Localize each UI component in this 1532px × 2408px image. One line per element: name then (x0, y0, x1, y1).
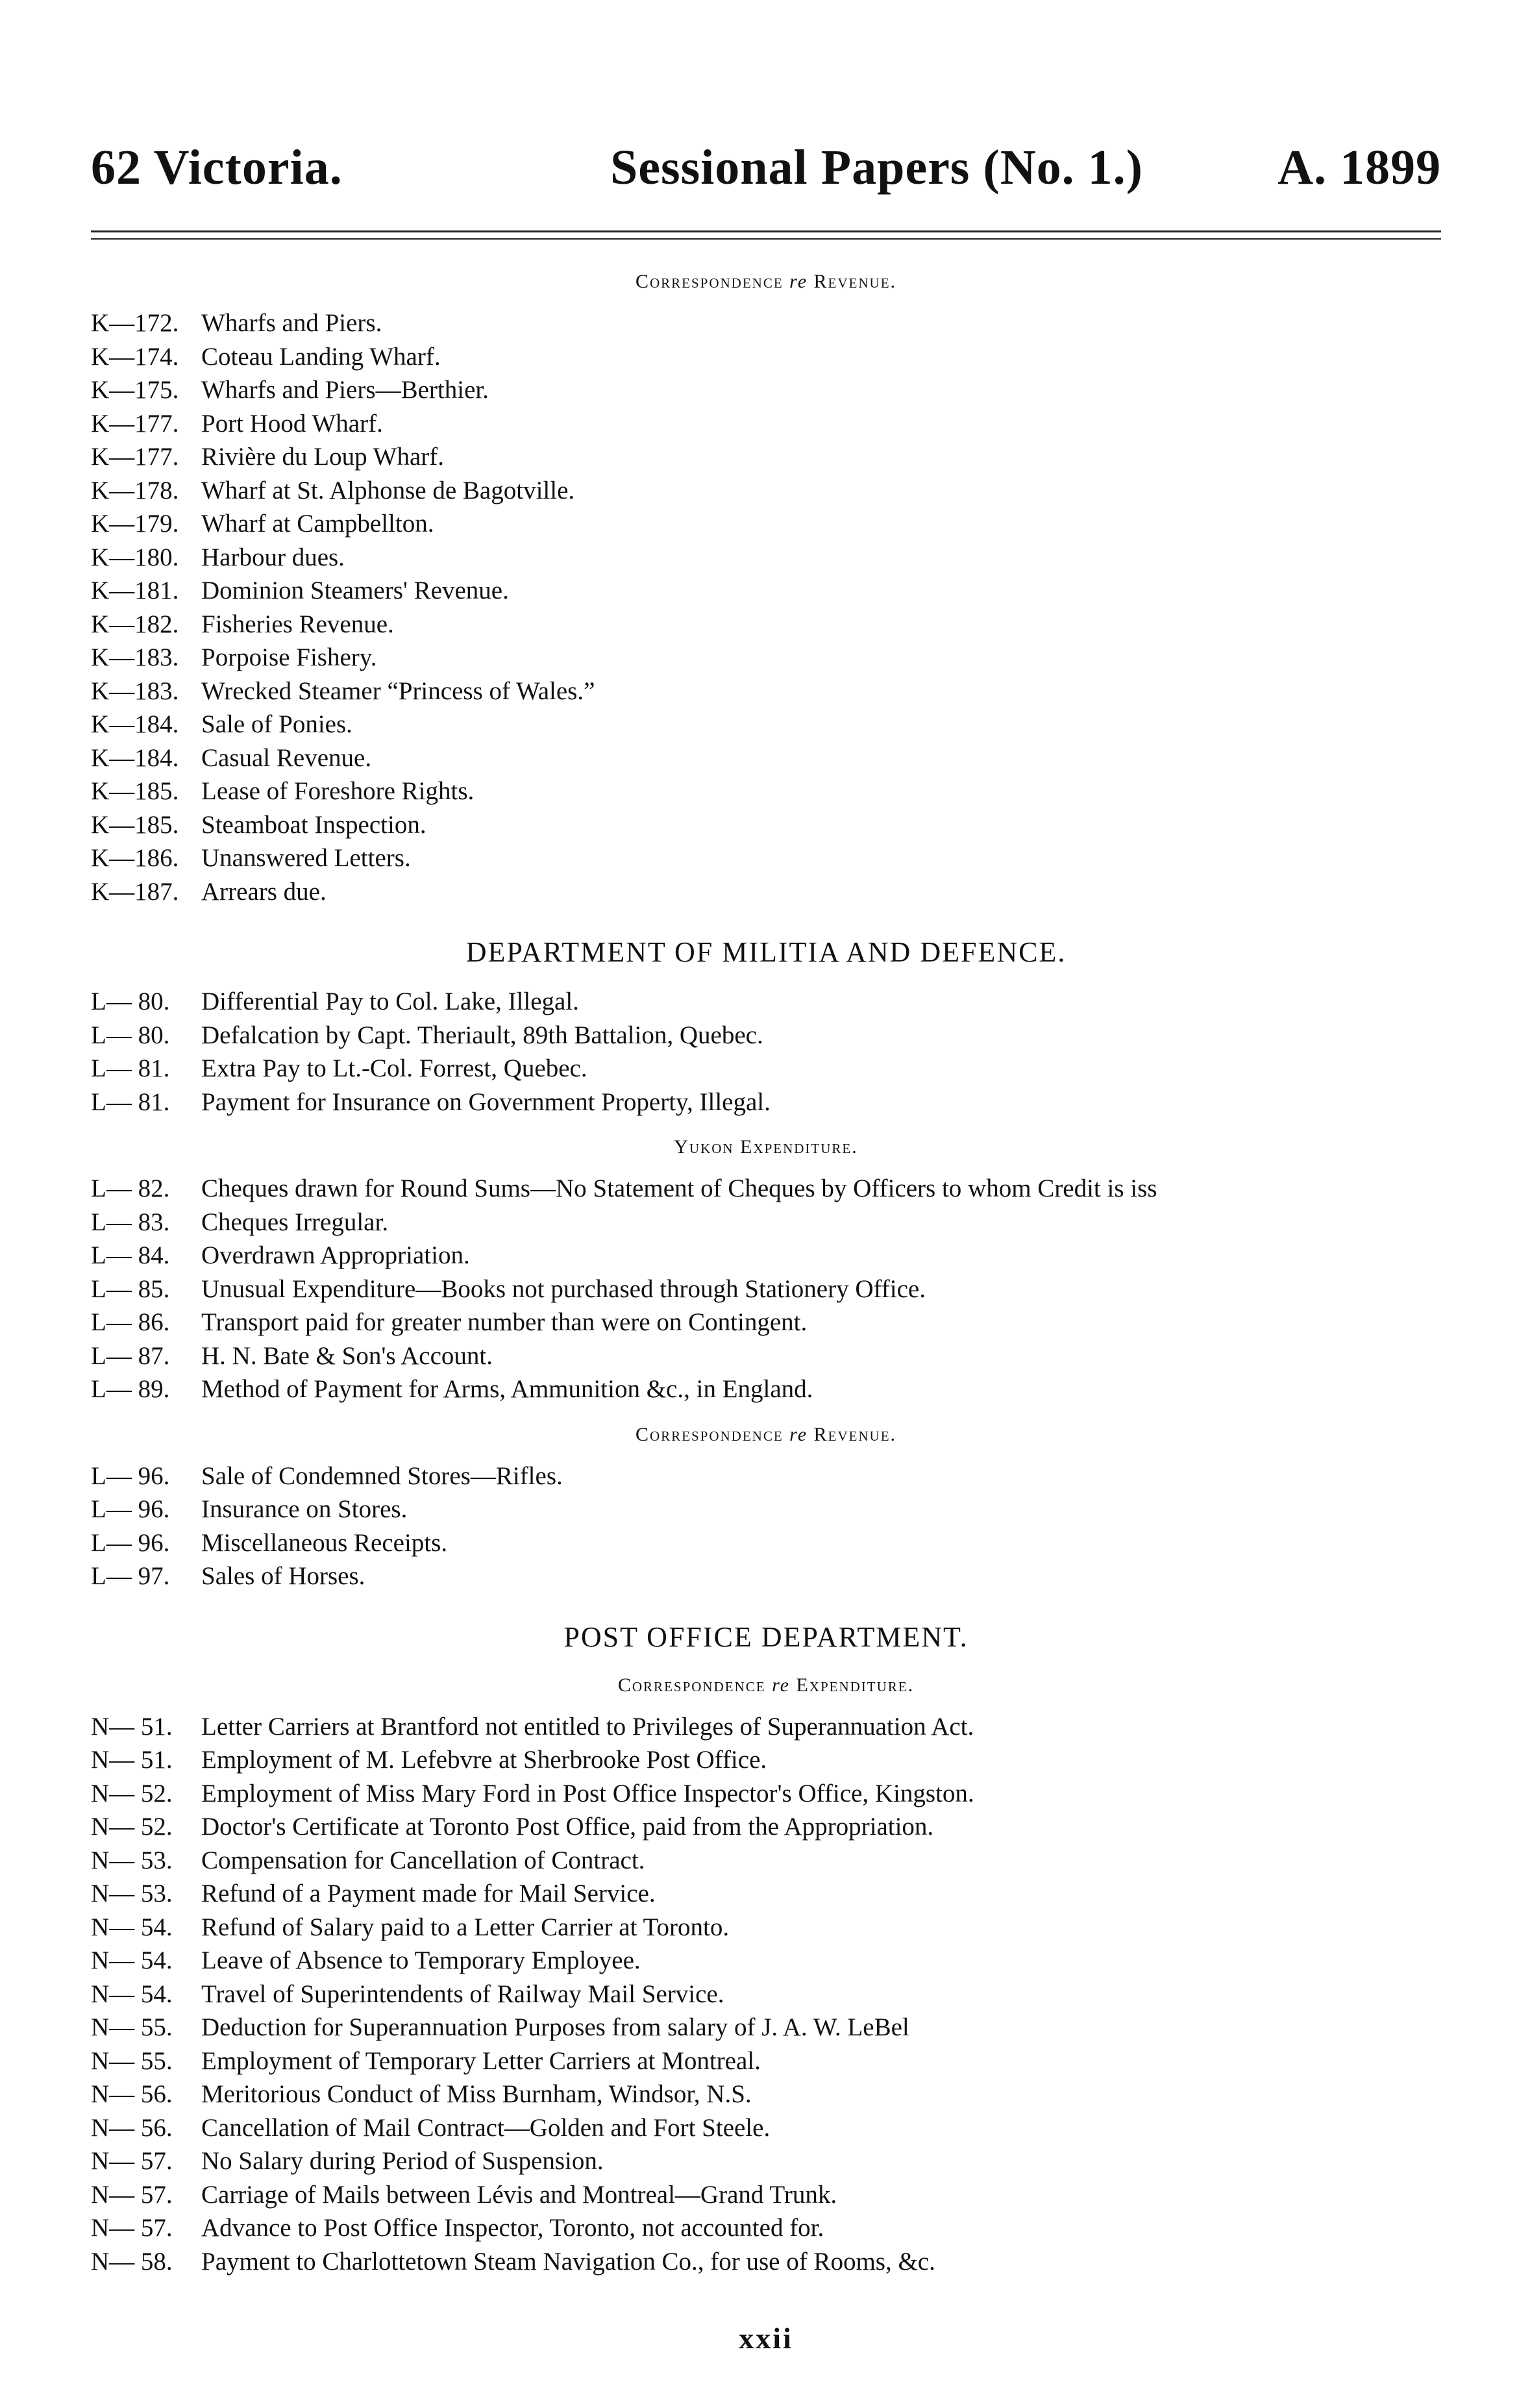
list-item (91, 1877, 1441, 1911)
item-code: L— 84. (91, 1241, 170, 1269)
list-item (91, 1239, 1441, 1272)
item-description: Porpoise Fishery. (201, 643, 377, 671)
department-heading: POST OFFICE DEPARTMENT. (563, 1620, 969, 1653)
item-description: Refund of a Payment made for Mail Service. (201, 1880, 656, 1907)
list-item (91, 641, 1441, 675)
list-item (91, 2211, 1441, 2245)
list-item (91, 808, 1441, 842)
subheading-part: re (789, 271, 808, 292)
list-item (91, 875, 1441, 909)
item-description: Advance to Post Office Inspector, Toronto, not accounted for. (201, 2214, 824, 2242)
list-item (91, 1710, 1441, 1744)
item-code: N— 57. (91, 2180, 173, 2209)
list-item (91, 440, 1441, 474)
subheading-part: Revenue. (808, 1423, 897, 1445)
item-description: Wharf at St. Alphonse de Bagotville. (201, 476, 575, 504)
item-description: Casual Revenue. (201, 743, 372, 772)
item-description: Defalcation by Capt. Theriault, 89th Battalion, Quebec. (201, 1021, 763, 1049)
item-description: Sale of Ponies. (201, 710, 352, 738)
item-description: Differential Pay to Col. Lake, Illegal. (201, 987, 579, 1015)
list-item (91, 1844, 1441, 1878)
item-description: Wharf at Campbellton. (201, 510, 434, 538)
item-code: N— 51. (91, 1746, 173, 1774)
list-item (91, 1206, 1441, 1239)
item-code: K—179. (91, 510, 179, 538)
item-description: Employment of Miss Mary Ford in Post Office Inspector's Office, Kingston. (201, 1779, 974, 1807)
list-item (91, 574, 1441, 608)
item-code: K—175. (91, 376, 179, 404)
item-code: L— 80. (91, 987, 170, 1015)
item-description: Cancellation of Mail Contract—Golden and Fort Steele. (201, 2113, 771, 2142)
item-code: N— 56. (91, 2080, 173, 2108)
item-description: Payment for Insurance on Government Property, Illegal. (201, 1087, 771, 1116)
item-description: Fisheries Revenue. (201, 610, 394, 638)
subheading-part: Expenditure. (789, 1674, 915, 1696)
item-description: Rivière du Loup Wharf. (201, 443, 445, 471)
item-description: Overdrawn Appropriation. (201, 1241, 470, 1269)
item-description: Lease of Foreshore Rights. (201, 777, 475, 805)
item-description: Payment to Charlottetown Steam Navigation Co., for use of Rooms, &c. (201, 2247, 935, 2276)
header-volume: 62 Victoria. (91, 140, 343, 195)
item-description: Transport paid for greater number than were on Contingent. (201, 1308, 808, 1336)
department-heading: DEPARTMENT OF MILITIA AND DEFENCE. (465, 936, 1067, 968)
section (91, 1619, 1441, 2279)
item-code: K—177. (91, 443, 179, 471)
section (91, 1419, 1441, 1593)
subheading-part: re (772, 1674, 790, 1696)
list-item (91, 775, 1441, 808)
item-code: K—174. (91, 342, 179, 371)
list-item (91, 1272, 1441, 1306)
item-description: H. N. Bate & Son's Account. (201, 1341, 493, 1370)
header-rule (91, 230, 1441, 232)
header-rule-secondary (91, 238, 1441, 240)
list-item (91, 1743, 1441, 1777)
item-code: L— 81. (91, 1087, 170, 1116)
item-code: L— 96. (91, 1528, 170, 1557)
item-code: K—180. (91, 543, 179, 571)
item-description: Sales of Horses. (201, 1562, 365, 1590)
item-code: N— 58. (91, 2247, 173, 2276)
item-code: K—183. (91, 676, 179, 705)
page-header (91, 140, 1441, 211)
item-description: Doctor's Certificate at Toronto Post Office, paid from the Appropriation. (201, 1813, 934, 1841)
item-description: Employment of M. Lefebvre at Sherbrooke Post Office. (201, 1746, 767, 1774)
item-code: K—185. (91, 777, 179, 805)
list-item (91, 985, 1441, 1019)
item-code: N— 53. (91, 1846, 173, 1874)
item-code: L— 96. (91, 1495, 170, 1523)
list-item (91, 2245, 1441, 2279)
item-code: K—184. (91, 710, 179, 738)
item-description: Carriage of Mails between Lévis and Montreal—Grand Trunk. (201, 2180, 837, 2209)
section-subheading (91, 1419, 1441, 1450)
item-code: L— 89. (91, 1375, 170, 1403)
subheading-part: Correspondence (635, 271, 790, 292)
item-code: L— 82. (91, 1174, 170, 1202)
list-item (91, 675, 1441, 708)
header-year: A. 1899 (1278, 140, 1441, 195)
list-item (91, 1459, 1441, 1493)
item-description: Employment of Temporary Letter Carriers at Montreal. (201, 2046, 761, 2075)
list-item (91, 1019, 1441, 1052)
item-code: L— 87. (91, 1341, 170, 1370)
list-item (91, 608, 1441, 641)
list-item (91, 373, 1441, 407)
list-item (91, 2178, 1441, 2212)
list-item (91, 407, 1441, 441)
list-item (91, 2078, 1441, 2111)
list-item (91, 1777, 1441, 1811)
item-code: K—183. (91, 643, 179, 671)
item-description: Refund of Salary paid to a Letter Carrier at Toronto. (201, 1913, 730, 1941)
item-description: Wharfs and Piers. (201, 309, 382, 337)
item-description: Wharfs and Piers—Berthier. (201, 376, 489, 404)
item-code: N— 52. (91, 1779, 173, 1807)
item-description: Dominion Steamers' Revenue. (201, 577, 509, 604)
header-title: Sessional Papers (No. 1.) (610, 140, 1143, 195)
document-body (91, 266, 1441, 2278)
list-item (91, 2011, 1441, 2044)
item-code: N— 54. (91, 1946, 173, 1974)
item-code: K—187. (91, 877, 179, 906)
item-code: L— 97. (91, 1562, 170, 1590)
list-item (91, 2044, 1441, 2078)
item-description: Meritorious Conduct of Miss Burnham, Windsor, N.S. (201, 2080, 752, 2108)
item-code: K—186. (91, 844, 179, 872)
list-item (91, 841, 1441, 875)
list-item (91, 2111, 1441, 2145)
section-subheading (91, 266, 1441, 297)
item-code: N— 57. (91, 2214, 173, 2242)
item-description: Letter Carriers at Brantford not entitled to Privileges of Superannuation Act. (201, 1712, 974, 1741)
item-description: Sale of Condemned Stores—Rifles. (201, 1461, 563, 1490)
list-item (91, 1086, 1441, 1119)
item-code: L— 81. (91, 1054, 170, 1082)
list-item (91, 1944, 1441, 1978)
list-item (91, 340, 1441, 374)
list-item (91, 1559, 1441, 1593)
list-item (91, 1372, 1441, 1406)
item-code: L— 86. (91, 1308, 170, 1336)
item-code: K—177. (91, 409, 179, 438)
item-description: Travel of Superintendents of Railway Mail Service. (201, 1980, 724, 2008)
item-description: Wrecked Steamer “Princess of Wales.” (201, 676, 595, 705)
item-code: N— 56. (91, 2113, 173, 2142)
list-item (91, 541, 1441, 575)
subheading-part: re (789, 1423, 808, 1445)
item-description: Coteau Landing Wharf. (201, 342, 441, 371)
list-item (91, 1052, 1441, 1086)
list-item (91, 1172, 1441, 1206)
list-item (91, 1978, 1441, 2011)
section (91, 1132, 1441, 1406)
subheading-part: Revenue. (808, 271, 897, 292)
item-description: Cheques drawn for Round Sums—No Statement of Cheques by Officers to whom Credit is iss (201, 1174, 1157, 1202)
item-code: K—178. (91, 476, 179, 504)
list-item (91, 306, 1441, 340)
item-code: L— 85. (91, 1274, 170, 1303)
section-subheading (91, 1670, 1441, 1701)
item-description: Unanswered Letters. (201, 844, 411, 872)
item-description: Insurance on Stores. (201, 1495, 408, 1523)
section (91, 266, 1441, 908)
item-code: K—184. (91, 743, 179, 772)
item-description: Extra Pay to Lt.-Col. Forrest, Quebec. (201, 1054, 587, 1082)
item-code: N— 55. (91, 2046, 173, 2075)
item-description: No Salary during Period of Suspension. (201, 2147, 604, 2175)
subheading-part: Correspondence (635, 1423, 790, 1445)
item-description: Cheques Irregular. (201, 1208, 389, 1236)
item-code: N— 57. (91, 2147, 173, 2175)
item-description: Arrears due. (201, 877, 327, 906)
item-code: K—172. (91, 309, 179, 337)
item-code: N— 54. (91, 1980, 173, 2008)
list-item (91, 1339, 1441, 1373)
item-description: Deduction for Superannuation Purposes from salary of J. A. W. LeBel (201, 2013, 909, 2041)
list-item (91, 1526, 1441, 1560)
item-description: Compensation for Cancellation of Contract. (201, 1846, 645, 1874)
list-item (91, 1493, 1441, 1526)
section (91, 934, 1441, 1119)
list-item (91, 708, 1441, 741)
list-item (91, 507, 1441, 541)
page-number: xxii (739, 2322, 793, 2355)
item-code: L— 80. (91, 1021, 170, 1049)
section-subheading (91, 1132, 1441, 1163)
item-code: K—181. (91, 577, 179, 604)
item-description: Steamboat Inspection. (201, 810, 426, 839)
item-code: N— 52. (91, 1813, 173, 1841)
item-code: K—182. (91, 610, 179, 638)
subheading-part: Yukon Expenditure. (674, 1136, 858, 1158)
item-description: Harbour dues. (201, 543, 345, 571)
list-item (91, 1306, 1441, 1339)
item-description: Unusual Expenditure—Books not purchased through Stationery Office. (201, 1274, 926, 1303)
item-code: L— 96. (91, 1461, 170, 1490)
list-item (91, 1810, 1441, 1844)
item-description: Method of Payment for Arms, Ammunition &c., in England. (201, 1375, 813, 1403)
item-code: L— 83. (91, 1208, 170, 1236)
list-item (91, 741, 1441, 775)
item-code: N— 54. (91, 1913, 173, 1941)
item-code: K—185. (91, 810, 179, 839)
item-description: Leave of Absence to Temporary Employee. (201, 1946, 641, 1974)
item-code: N— 55. (91, 2013, 173, 2041)
item-code: N— 53. (91, 1880, 173, 1907)
item-description: Miscellaneous Receipts. (201, 1528, 448, 1557)
item-description: Port Hood Wharf. (201, 409, 383, 438)
item-code: N— 51. (91, 1712, 173, 1741)
list-item (91, 2144, 1441, 2178)
list-item (91, 1911, 1441, 1944)
list-item (91, 474, 1441, 508)
subheading-part: Correspondence (617, 1674, 772, 1696)
